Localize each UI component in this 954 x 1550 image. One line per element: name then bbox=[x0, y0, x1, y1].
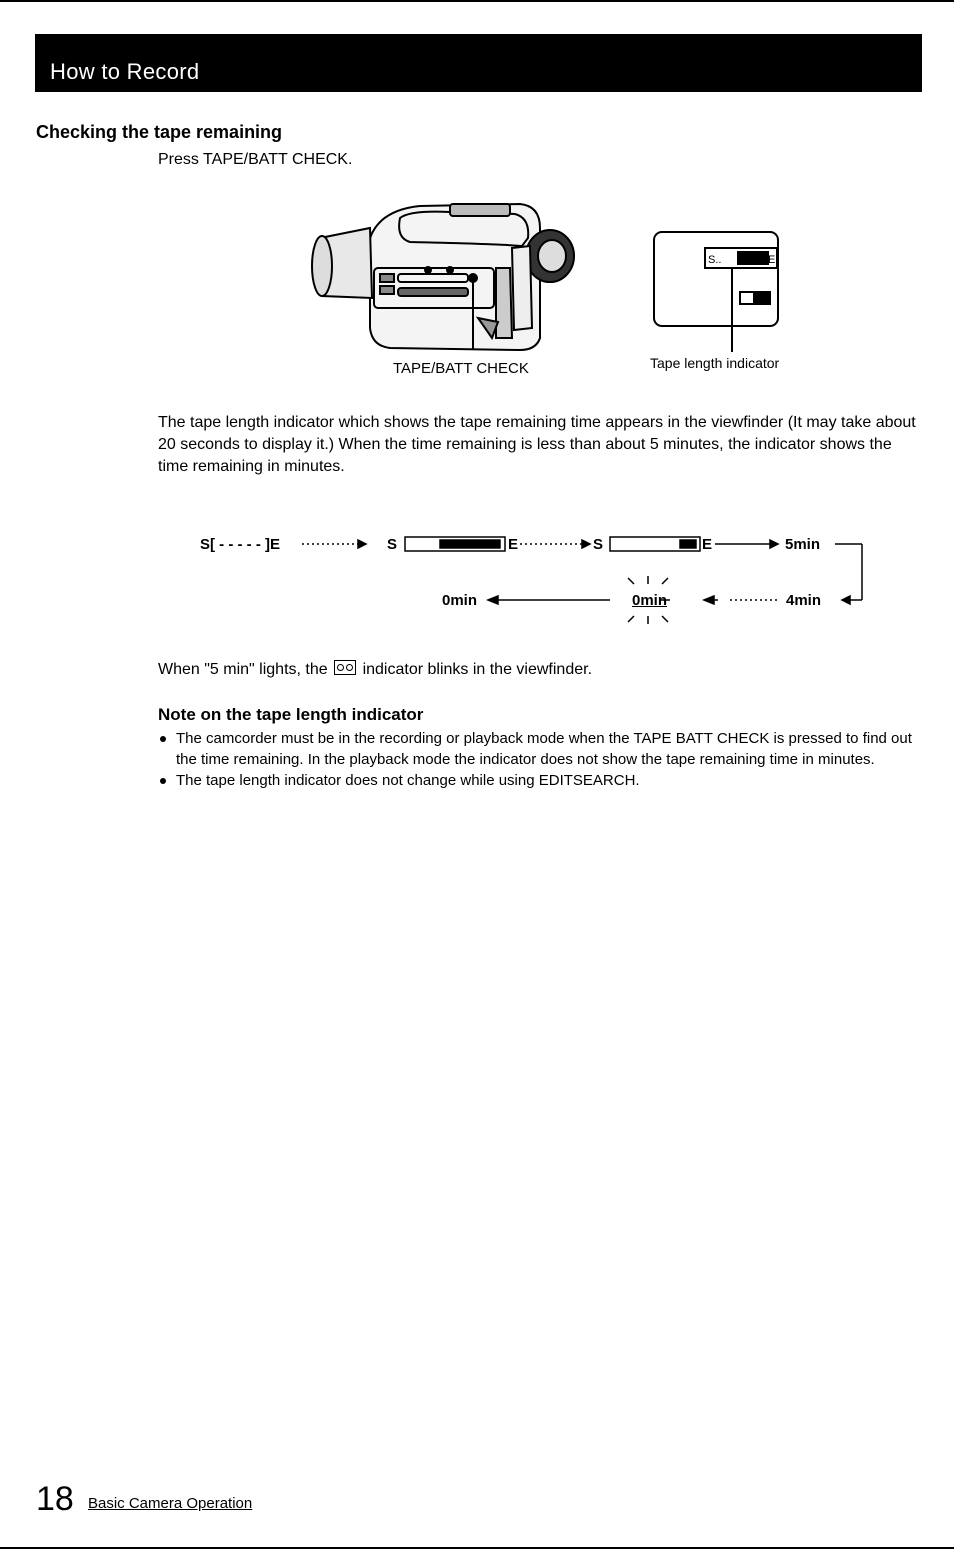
svg-text:E: E bbox=[768, 254, 776, 266]
tape-icon bbox=[334, 660, 356, 675]
four-min-label: 4min bbox=[786, 592, 822, 609]
explanation-paragraph: The tape length indicator which shows the tape remaining time appears in the viewfinder (It may take about 20 seconds to display it.) When the time remaining is less than about 5 minutes, the indicator shows the time remaining in minutes. bbox=[158, 414, 916, 475]
blink-note-after: indicator blinks in the viewfinder. bbox=[362, 661, 593, 678]
blink-note bbox=[158, 660, 592, 679]
indicator-full-end: E bbox=[508, 536, 519, 553]
indicator-low-end: E bbox=[702, 536, 713, 553]
instruction-text: Press TAPE/BATT CHECK. bbox=[158, 151, 353, 168]
zero-min-label: 0min bbox=[442, 592, 478, 609]
indicator-callout-label: Tape length indicator bbox=[650, 355, 780, 371]
indicator-low-start: S bbox=[593, 536, 604, 553]
page-title: How to Record bbox=[50, 59, 200, 84]
indicator-full-start: S bbox=[387, 536, 398, 553]
zero-min-blinking-label: 0min bbox=[632, 592, 668, 609]
section-heading: Checking the tape remaining bbox=[36, 122, 283, 142]
indicator-empty-state: S[ - - - - - ]E bbox=[200, 536, 280, 553]
bullet-icon bbox=[160, 736, 166, 742]
list-item bbox=[158, 770, 923, 791]
top-rule bbox=[0, 0, 954, 2]
viewfinder-illustration bbox=[650, 228, 785, 353]
five-min-label: 5min bbox=[785, 536, 821, 553]
note-list bbox=[158, 728, 923, 791]
svg-text:S..: S.. bbox=[708, 254, 722, 266]
note-text: The camcorder must be in the recording or playback mode when the TAPE BATT CHECK is pressed to find out the time remaining. In the playback mode the indicator does not show the tape remaining time in minutes. bbox=[176, 730, 912, 768]
note-text: The tape length indicator does not change while using EDITSEARCH. bbox=[176, 772, 640, 789]
footer-section-label: Basic Camera Operation bbox=[88, 1495, 253, 1512]
section-header-bar bbox=[35, 34, 922, 92]
bullet-icon bbox=[160, 778, 166, 784]
list-item bbox=[158, 728, 923, 770]
sequence-diagram-lines bbox=[190, 528, 880, 628]
button-callout-label: TAPE/BATT CHECK bbox=[393, 360, 529, 377]
note-heading: Note on the tape length indicator bbox=[158, 705, 424, 724]
blink-note-before: When "5 min" lights, the bbox=[158, 661, 328, 678]
bottom-rule bbox=[0, 1547, 954, 1549]
camcorder-illustration bbox=[300, 198, 580, 358]
page-number: 18 bbox=[36, 1480, 74, 1518]
